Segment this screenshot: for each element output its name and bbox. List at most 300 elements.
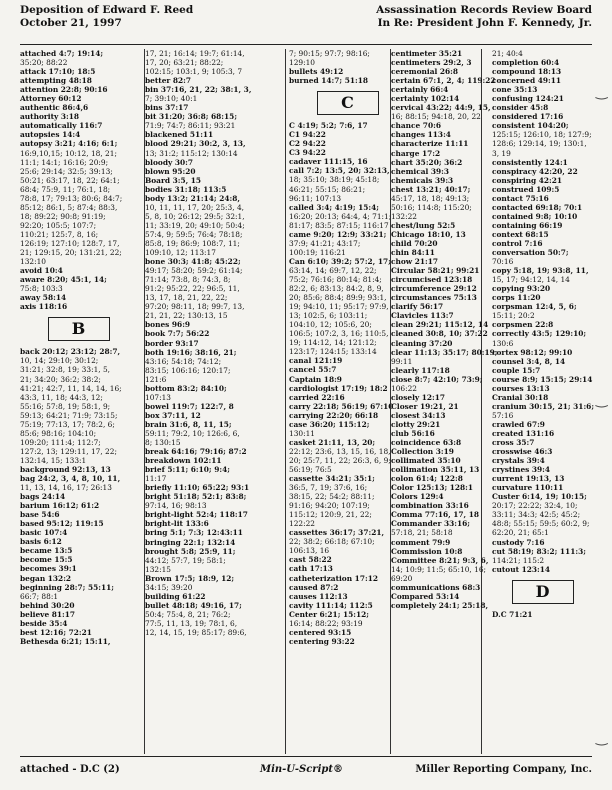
index-entry: bags 24:14	[20, 492, 66, 502]
index-entry: border 93:17	[145, 338, 199, 348]
index-entry: 127:2, 13; 129:11, 17, 22;	[20, 446, 117, 456]
index-entry: bright 51:18; 52:1; 83:8;	[145, 492, 247, 502]
index-entry: 96:11; 107:13	[289, 193, 342, 203]
index-entry: 7; 90:15; 97:7; 98:16;	[289, 49, 370, 58]
index-entry: Brown 17:5; 18:9, 12;	[145, 573, 235, 583]
index-entry: Color 125:13; 128:1	[391, 483, 474, 493]
header-left	[20, 4, 193, 30]
index-entry: concerned 49:11	[492, 76, 562, 86]
index-entry: 68:4; 75:9, 11; 76:1, 18;	[20, 184, 111, 194]
index-entry: circumcised 123:18	[391, 275, 473, 285]
index-entry: carried 22:16	[289, 392, 345, 402]
index-entry: chest/lung 52:5	[391, 220, 456, 230]
index-entry: 43:3, 11, 18; 44:3, 12;	[20, 392, 103, 402]
index-entry: 62:20, 21; 65:1	[492, 528, 549, 538]
index-entry: began 132:2	[20, 573, 72, 583]
index-entry: 7; 39:10; 40:1	[145, 94, 198, 104]
index-entry: away 58:14	[20, 293, 67, 303]
index-entry: 128:6; 129:14, 19; 130:1,	[492, 139, 587, 149]
index-entry: bringing 22:1; 132:14	[145, 537, 236, 547]
index-entry: 91:2; 95:22, 22; 96:5, 11,	[145, 284, 240, 294]
index-entry: came 9:20; 12:9; 33:21;	[289, 229, 387, 239]
index-entry: Closer 19:21, 21	[391, 401, 459, 411]
index-entry: containing 66:19	[492, 220, 563, 230]
index-entry: 20:17; 22:22; 32:4, 10;	[492, 501, 578, 511]
index-entry: close 8:7; 42:10; 73:9;	[391, 374, 483, 384]
index-entry: back 20:12; 23:12; 28:7,	[20, 347, 121, 357]
index-entry: charge 17:2	[391, 148, 441, 158]
index-entry: centimeter 35:21	[391, 49, 463, 58]
index-entry: considered 17:16	[492, 112, 564, 122]
index-entry: 75:19; 77:13, 17; 78:2, 6;	[20, 419, 115, 429]
footer-range: attached - D.C (2)	[20, 764, 120, 775]
index-entry: 5, 8, 10; 26:12; 29:5; 32:1,	[145, 211, 245, 221]
index-entry: bins 37:17	[145, 103, 189, 113]
index-entry: coincidence 63:8	[391, 438, 462, 448]
index-entry: 123:17; 124:15; 133:14	[289, 347, 377, 357]
index-entry: breakdown 102:11	[145, 456, 222, 466]
index-entry: 102:15; 103:1, 9; 105:3, 7	[145, 67, 243, 77]
margin-mark: ‿	[596, 84, 608, 100]
index-entry: collimation 35:11, 13	[391, 465, 480, 475]
index-entry: courses 13:13	[492, 383, 550, 393]
index-entry: centering 93:22	[289, 636, 355, 646]
index-entry: 36:5, 7, 19; 37:6, 16;	[289, 483, 368, 493]
section-letter: B	[48, 317, 110, 341]
index-entry: 33:11; 34:3; 42:5; 45:2;	[492, 510, 581, 520]
index-entry: 48:8; 55:15; 59:5; 60:2, 9;	[492, 519, 590, 529]
margin-mark: ‿	[596, 730, 608, 746]
index-entry: Circular 58:21; 99:21	[391, 266, 480, 276]
index-entry: 19; 94:10, 11; 95:17; 97:9,	[289, 302, 389, 312]
index-entry: 91:16; 94:20; 107:19;	[289, 501, 370, 511]
index-entry: authority 3:18	[20, 112, 80, 122]
index-entry: 11; 33:19, 20; 49:10; 50:4;	[145, 220, 245, 230]
index-entry: bullets 49:12	[289, 67, 344, 77]
index-entry: 18; 89:22; 90:8; 91:19;	[20, 211, 106, 221]
index-entry: 57:4, 9; 59:5; 76:4; 78:18;	[145, 229, 243, 239]
index-entry: 50:16; 114:8; 115:20;	[391, 202, 472, 212]
index-entry: bin 37:16, 21, 22; 38:1, 3,	[145, 85, 252, 95]
deposition-date: October 21, 1997	[20, 17, 122, 29]
index-entry: autopsy 3:21; 4:16; 6:1;	[20, 139, 118, 149]
index-entry: Compared 53:14	[391, 591, 460, 601]
index-entry: completely 24:1; 25:18,	[391, 600, 489, 610]
index-entry: 110:21; 125:7, 8, 16;	[20, 229, 99, 239]
index-entry: Board 3:5, 15	[145, 175, 202, 185]
index-entry: 15, 17; 94:12, 14, 14	[492, 275, 570, 285]
index-entry: casket 21:11, 13, 20;	[289, 437, 376, 447]
index-entry: believe 81:17	[20, 609, 76, 619]
index-entry: Committee 8:21; 9:3, 6,	[391, 555, 489, 565]
index-entry: called 3:4; 4:19; 15:4;	[289, 202, 380, 212]
index-entry: aware 8:20; 45:1, 14;	[20, 275, 107, 285]
index-entry: crystines 39:4	[492, 465, 551, 475]
index-entry: circumference 29:12	[391, 284, 477, 294]
index-entry: club 56:16	[391, 428, 435, 438]
deposition-title: Deposition of Edward F. Reed	[20, 4, 194, 16]
header-right	[376, 4, 592, 30]
index-entry: 14; 10:9; 11:5; 65:10, 16;	[391, 564, 487, 574]
index-entry: clotty 29:21	[391, 419, 441, 429]
index-entry: 106:5; 107:2, 3, 16; 110:5,	[289, 329, 389, 339]
index-entry: 71:9; 74:7; 86:11; 93:21	[145, 121, 236, 131]
index-entry: attack 17:10; 18:5	[20, 67, 96, 77]
index-entry: 104:10, 12; 105:6, 20;	[289, 320, 372, 330]
index-entry: 126:19; 127:10; 128:7, 17,	[20, 238, 120, 248]
index-entry: counsel 3:4, 8, 14	[492, 356, 566, 366]
index-entry: cavity 111:14; 112:5	[289, 600, 373, 610]
index-entry: clear 11:13; 35:17; 80:19;	[391, 347, 498, 357]
index-entry: 132:22	[391, 211, 418, 221]
index-entry: blood 29:21; 30:2, 3, 13,	[145, 139, 246, 149]
index-entry: cross 35:7	[492, 438, 535, 448]
index-entry: 17, 21; 16:14; 19:7; 61:14,	[145, 49, 245, 58]
index-entry: 13, 17, 18, 21, 22, 22;	[145, 293, 228, 303]
index-entry: 10, 14; 29:10; 30:12;	[20, 356, 99, 366]
index-entry: custody 7:16	[492, 537, 545, 547]
index-entry: 10, 11, 11, 17, 20; 25:3, 4,	[145, 202, 245, 212]
index-entry: 16:9,10,15; 10:12, 18, 21;	[20, 148, 117, 158]
index-entry: attention 22:8; 90:16	[20, 85, 108, 95]
index-entry: C1 94:22	[289, 130, 326, 140]
footer-company: Miller Reporting Company, Inc.	[415, 764, 592, 775]
index-entry: 45:17, 18, 18; 49:13;	[391, 193, 470, 203]
index-entry: 77:5, 11, 13, 19; 78:1, 6,	[145, 618, 238, 628]
index-entry: crawled 67:9	[492, 419, 545, 429]
index-entry: book 7:7; 56:22	[145, 329, 210, 339]
index-entry: beginning 28:7; 55:11;	[20, 582, 114, 592]
index-entry: beside 35:4	[20, 618, 68, 628]
index-entry: Attorney 60:12	[20, 94, 82, 104]
index-entry: become 15:5	[20, 555, 73, 565]
index-entry: 19; 114:12, 14; 121:12;	[289, 338, 377, 348]
index-entry: bring 5:1; 7:3; 12:43:11	[145, 528, 243, 538]
index-entry: circumstances 75:13	[391, 293, 477, 303]
page-header	[20, 4, 592, 44]
index-entry: 3, 19	[492, 148, 511, 158]
index-entry: 16:20; 20:13; 64:4, 4; 71:1;	[289, 211, 392, 221]
index-entry: cassette 34:21; 35:1;	[289, 474, 375, 484]
index-entry: cast 58:22	[289, 555, 332, 565]
index-entry: curvature 110:11	[492, 483, 564, 493]
index-entry: certain 67:1, 2, 4; 119:22	[391, 76, 496, 86]
index-entry: basic 107:4	[20, 528, 68, 538]
index-entry: 97:14, 16; 98:13	[145, 501, 207, 511]
index-entry: 11, 13, 14, 16, 17; 26:13	[20, 483, 112, 493]
index-entry: 81:17; 83:5; 87:15; 116:17	[289, 220, 389, 230]
index-entry: centered 93:15	[289, 627, 352, 637]
index-entry: 59:13; 64:21; 71:9; 73:15;	[20, 410, 118, 420]
index-entry: 107:13	[145, 392, 172, 402]
index-entry: bowel 119:7; 122:7, 8	[145, 401, 234, 411]
index-entry: 49:17; 58:20; 59:2; 61:14;	[145, 266, 243, 276]
index-entry: 46:21; 55:15; 86:21;	[289, 184, 366, 194]
index-entry: bag 24:2, 3, 4, 8, 10, 11,	[20, 474, 121, 484]
index-entry: contained 9:8; 10:10	[492, 211, 578, 221]
index-entry: both 19:16; 38:16, 21;	[145, 347, 237, 357]
index-entry: 132:10	[20, 257, 47, 267]
index-entry: burned 14:7; 51:18	[289, 76, 369, 86]
index-entry: conspiracy 42:20, 22	[492, 166, 578, 176]
index-entry: 16:14; 88:22; 93:19	[289, 618, 363, 628]
index-entry: 63:14, 14; 69:7, 12, 22;	[289, 265, 377, 275]
index-entry: 21; 40:4	[492, 49, 523, 58]
index-entry: 22:12; 23:6, 13, 15, 16, 18,	[289, 446, 391, 456]
index-entry: 35:20; 88:22	[20, 58, 68, 68]
index-entry: 20; 25:7, 11, 22; 26:3, 6, 9;	[289, 455, 391, 465]
index-entry: 115:12; 120:9, 21, 22;	[289, 510, 372, 520]
board-name: Assassination Records Review Board	[376, 4, 592, 16]
index-entry: cassettes 36:17; 37:21,	[289, 528, 385, 538]
case-name: In Re: President John F. Kennedy, Jr.	[377, 17, 592, 29]
index-entry: 97:20; 98:11, 18; 99:7, 13,	[145, 302, 245, 312]
index-entry: course 8:9; 15:15; 29:14	[492, 374, 593, 384]
index-entry: chart 35:20; 36:2	[391, 157, 463, 167]
index-entry: bit 31:20; 36:8; 68:15;	[145, 112, 238, 122]
index-entry: 56:19; 76:5	[289, 464, 332, 474]
index-entry: autopsies 14:4	[20, 130, 81, 140]
index-entry: base 54:6	[20, 510, 60, 520]
index-entry: carrying 22:20; 66:18	[289, 410, 379, 420]
index-entry: completion 60:4	[492, 58, 560, 68]
index-entry: 25:6; 29:14; 32:5; 39:13;	[20, 166, 113, 176]
index-entry: blown 95:20	[145, 166, 196, 176]
index-entry: closely 12:17	[391, 392, 446, 402]
index-entry: 18; 35:10; 38:19; 45:18;	[289, 175, 380, 185]
index-entry: bones 96:9	[145, 320, 191, 330]
index-entry: confusing 124:21	[492, 94, 564, 104]
index-entry: 12, 14, 15, 19; 85:17; 89:6,	[145, 628, 247, 637]
index-entry: 85:8, 19; 86:9; 108:7, 11;	[145, 238, 240, 248]
index-entry: cervical 43:22; 44:9, 15,	[391, 103, 491, 113]
index-entry: chow 21:17	[391, 257, 439, 267]
index-entry: chest 13:21; 40:17;	[391, 184, 471, 194]
index-entry: Chicago 18:10, 13	[391, 229, 466, 239]
index-entry: 59:11; 79:2, 10; 126:6, 6,	[145, 428, 240, 438]
index-entry: C 4:19; 5:2; 7:6, 17	[289, 121, 368, 131]
index-entry: 50:4; 75:4, 8, 21; 76:2;	[145, 609, 231, 619]
index-entry: 75:2; 76:16; 80:14; 81:4;	[289, 274, 382, 284]
index-entry: 75:8; 103:3	[20, 284, 63, 294]
index-entry: compound 18:13	[492, 67, 562, 77]
index-entry: conversation 50:7;	[492, 248, 569, 258]
index-entry: better 82:7	[145, 76, 192, 86]
index-entry: certainly 66:4	[391, 85, 449, 95]
index-entry: barium 16:12; 61:2	[20, 501, 100, 511]
index-entry: 17, 20; 63:21; 88:22;	[145, 58, 224, 68]
index-entry: 44:12; 57:7, 19; 58:1;	[145, 555, 226, 565]
index-entry: 70:16	[492, 257, 514, 267]
index-entry: closest 34:13	[391, 410, 446, 420]
index-entry: bloody 30:7	[145, 157, 194, 167]
index-entry: chemical 39:3	[391, 166, 450, 176]
index-entry: comment 79:9	[391, 537, 451, 547]
index-entry: conspiring 42:21	[492, 175, 563, 185]
index-entry: 109:20; 111:4; 112:7;	[20, 437, 101, 447]
index-entry: consider 45:8	[492, 103, 549, 113]
index-entry: bottom 83:2; 84:10;	[145, 383, 227, 393]
index-entry: cutout 123:14	[492, 564, 551, 574]
index-entry: cath 17:13	[289, 564, 333, 574]
index-entry: control 7:16	[492, 238, 543, 248]
index-entry: background 92:13, 13	[20, 464, 111, 474]
index-entry: axis 118:16	[20, 302, 68, 312]
index-entry: 109:10, 12; 113:17	[145, 248, 216, 258]
index-entry: Collection 3:19	[391, 447, 454, 457]
index-entry: current 19:13, 13	[492, 474, 565, 484]
index-entry: Custer 6:14, 19; 10:15;	[492, 492, 587, 502]
index-entry: chance 70:6	[391, 121, 441, 131]
index-entry: cranium 30:15, 21; 31:6;	[492, 401, 595, 411]
index-entry: crosswise 46:3	[492, 447, 553, 457]
index-entry: C3 94:22	[289, 148, 326, 158]
index-entry: Can 6:10; 39:2; 57:2, 17;	[289, 256, 391, 266]
index-entry: body 13:2; 21:14; 24:8,	[145, 193, 240, 203]
index-entry: cleaned 30:8, 10; 37:22	[391, 329, 488, 339]
section-letter: D	[512, 580, 574, 604]
index-entry: corpsmen 22:8	[492, 320, 554, 330]
index-entry: 16; 88:15; 94:18, 20, 22	[391, 112, 481, 122]
index-entry: cone 35:13	[492, 85, 538, 95]
index-entry: cortex 98:12; 99:10	[492, 347, 573, 357]
index-entry: break 64:16; 79:16; 87:2	[145, 447, 247, 457]
index-entry: authentic 86:4,6	[20, 103, 89, 113]
index-entry: clarify 56:17	[391, 302, 444, 312]
index-entry: bullet 48:18; 49:16, 17;	[145, 600, 242, 610]
index-entry: 57:16	[492, 410, 514, 420]
index-entry: 82:2, 6; 83:13; 84:2, 8, 9,	[289, 284, 384, 294]
index-column-1	[20, 49, 137, 754]
index-entry: cancel 55:7	[289, 365, 337, 375]
index-column-2	[144, 49, 286, 754]
index-entry: 69:20	[391, 573, 413, 583]
index-entry: building 61:22	[145, 591, 206, 601]
index-entry: corpsman 12:4, 5, 6;	[492, 302, 577, 312]
index-entry: 132:15	[145, 564, 172, 574]
index-entry: 130:6	[492, 338, 514, 348]
index-entry: automatically 116:7	[20, 121, 103, 131]
footer-rule	[20, 756, 592, 757]
index-entry: 85:12; 86:1, 5; 87:4; 88:3,	[20, 202, 118, 212]
index-entry: carry 22:18; 56:19; 67:10	[289, 401, 394, 411]
index-entry: crystals 39:4	[492, 456, 545, 466]
index-entry: 122:22	[289, 519, 316, 529]
index-entry: bright-light 52:4; 118:17	[145, 510, 248, 520]
index-grid	[20, 49, 593, 754]
index-entry: attached 4:7; 19:14;	[20, 49, 104, 58]
index-entry: 78:8, 17; 79:13; 80:6; 84:7;	[20, 193, 123, 203]
index-entry: ceremonial 26:8	[391, 67, 459, 77]
index-entry: communications 68:3	[391, 582, 481, 592]
index-entry: 132:14, 15; 133:1	[20, 455, 87, 465]
index-entry: 15:11; 20:2	[492, 311, 535, 321]
index-entry: contact 75:16	[492, 193, 549, 203]
index-entry: 43:16; 54:18; 74:12;	[145, 356, 222, 366]
index-entry: 13; 31:2; 115:12; 130:14	[145, 148, 238, 158]
index-entry: caused 87:2	[289, 582, 339, 592]
index-entry: became 13:5	[20, 546, 73, 556]
index-entry: 41:21; 42:7, 11, 14, 14, 16;	[20, 383, 122, 393]
index-entry: Comma 77:16, 17, 18	[391, 510, 479, 520]
index-entry: correctly 43:5; 129:10;	[492, 329, 587, 339]
index-entry: collimated 35:10	[391, 456, 461, 466]
index-entry: becomes 39:1	[20, 564, 77, 574]
index-entry: consistent 104:20;	[492, 121, 569, 131]
index-entry: context 68:15	[492, 229, 549, 239]
index-entry: consistently 124:1	[492, 157, 568, 167]
index-entry: box 37:11, 12	[145, 410, 201, 420]
index-entry: 11:17	[145, 474, 167, 484]
index-entry: blackened 51:11	[145, 130, 214, 140]
index-entry: avoid 10:4	[20, 266, 63, 276]
index-column-5	[492, 49, 593, 754]
index-entry: Clavicles 113:7	[391, 311, 454, 321]
index-entry: 11:1; 14:1; 16:16; 20:9;	[20, 157, 109, 167]
index-entry: 71:14; 73:8, 8; 74:3, 8;	[145, 275, 231, 285]
index-entry: 106:13, 16	[289, 546, 330, 556]
index-column-4	[390, 49, 498, 754]
index-entry: 50:21; 63:17, 18, 22; 64:1;	[20, 175, 120, 185]
index-entry: Captain 18:9	[289, 374, 342, 384]
index-entry: briefly 11:10; 65:22; 93:1	[145, 483, 250, 493]
index-entry: 106:22	[391, 383, 418, 393]
index-entry: 21, 21, 22; 130:13, 15	[145, 311, 228, 321]
index-entry: 100:19; 116:21	[289, 247, 346, 257]
index-entry: 121:6	[145, 374, 167, 384]
index-entry: created 131:16	[492, 428, 555, 438]
index-entry: 38:15, 22; 54:2; 88:11;	[289, 492, 375, 502]
index-entry: bright-lit 133:6	[145, 519, 209, 529]
index-entry: 129:10	[289, 58, 316, 68]
index-entry: contacted 69:18; 70:1	[492, 202, 583, 212]
index-entry: attempting 48:18	[20, 76, 92, 86]
index-entry: 85:6; 98:16; 104:10;	[20, 428, 97, 438]
index-entry: changes 113:4	[391, 130, 451, 140]
index-entry: colon 61:4; 122:8	[391, 474, 463, 484]
index-entry: D.C 71:21	[492, 609, 533, 619]
index-entry: copying 93:20	[492, 284, 551, 294]
index-entry: 114:21; 115:2	[492, 555, 545, 565]
index-entry: characterize 11:11	[391, 139, 469, 149]
index-entry: case 36:20; 115:12;	[289, 419, 370, 429]
index-entry: certainty 102:14	[391, 94, 460, 104]
index-entry: cut 58:19; 83:2; 111:3;	[492, 546, 586, 556]
index-entry: 22; 38:2; 66:18; 67:10;	[289, 537, 375, 547]
index-entry: 34:15; 39:20	[145, 582, 193, 592]
index-entry: basis 6:12	[20, 537, 62, 547]
index-entry: brought 5:8; 25:9, 11;	[145, 546, 236, 556]
index-entry: Center 6:21; 15:12;	[289, 609, 370, 619]
section-letter: C	[317, 91, 379, 115]
index-entry: clean 29:21; 115:12, 14	[391, 320, 489, 330]
index-entry: 8; 130:15	[145, 438, 181, 448]
index-entry: chemicals 39:3	[391, 175, 454, 185]
index-entry: 37:9; 41:21; 43:17;	[289, 238, 361, 248]
index-entry: child 70:20	[391, 238, 438, 248]
index-entry: combination 33:16	[391, 501, 469, 511]
footer-software: Min-U-Script®	[260, 764, 343, 775]
index-entry: Bethesda 6:21; 15:11,	[20, 636, 111, 646]
index-entry: best 12:16; 72:21	[20, 627, 92, 637]
index-entry: brief 5:11; 6:10; 9:4;	[145, 465, 230, 475]
index-entry: cleaning 37:20	[391, 338, 453, 348]
index-entry: bodies 31:18; 113:5	[145, 184, 227, 194]
index-entry: Commission 10:8	[391, 546, 463, 556]
index-entry: 130:11	[289, 428, 316, 438]
index-entry: 21; 129:15, 20; 131:21, 22;	[20, 248, 122, 258]
index-entry: 31:21; 32:8, 19; 33:1, 5,	[20, 365, 111, 375]
